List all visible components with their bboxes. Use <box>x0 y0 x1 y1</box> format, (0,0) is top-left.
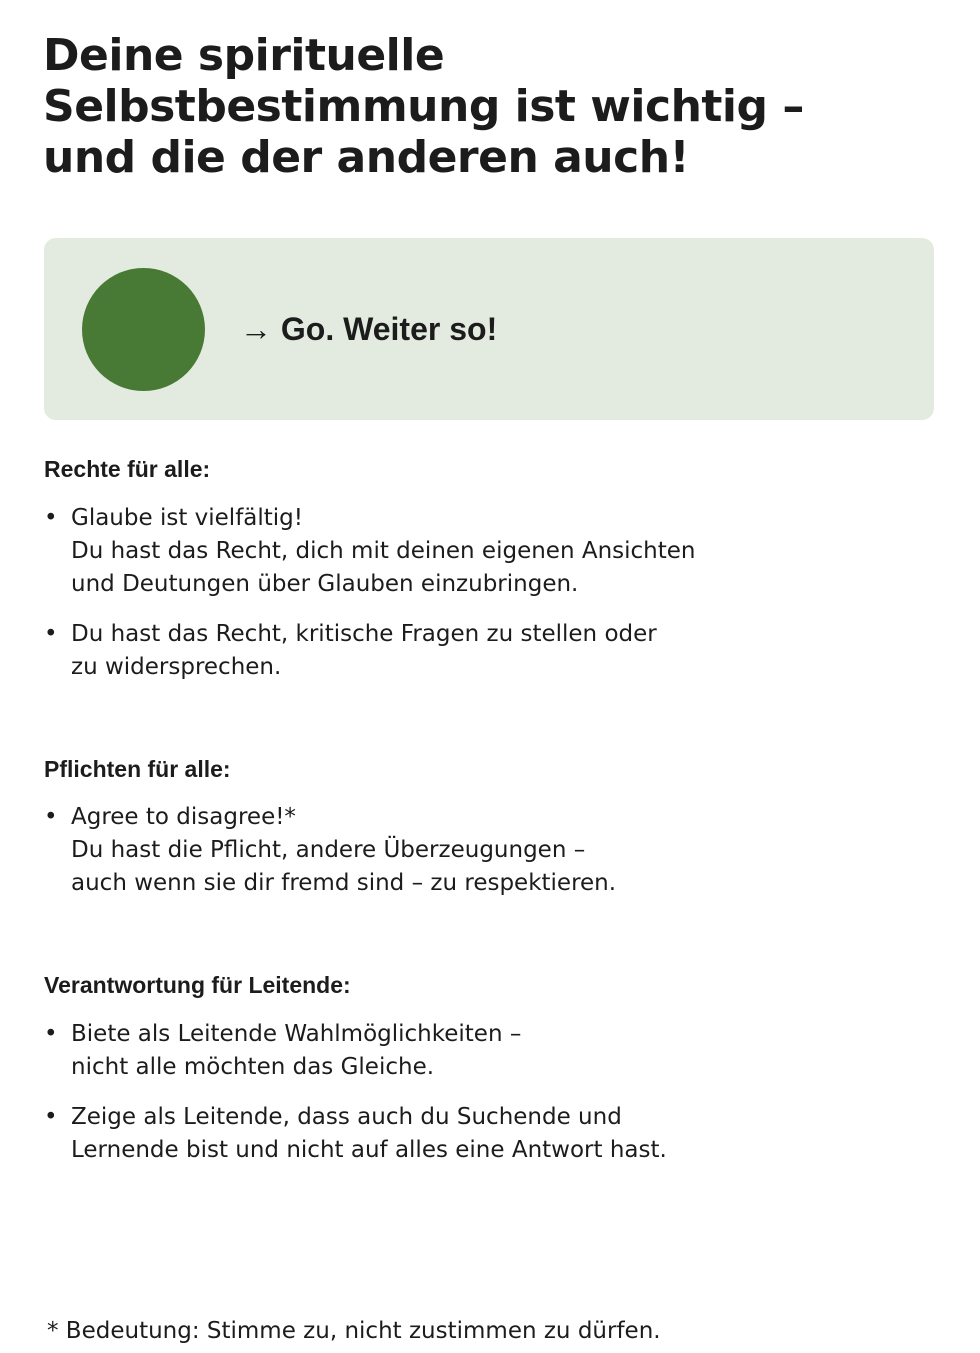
list-item-line: zu widersprechen. <box>71 654 282 680</box>
bullet-icon: • <box>44 1104 58 1130</box>
rechte-list <box>44 502 904 684</box>
list-item <box>44 618 904 684</box>
list-item <box>44 801 904 900</box>
page-title-line: Selbstbestimmung ist wichtig – <box>43 81 804 132</box>
list-item-line: und Deutungen über Glauben einzubringen. <box>71 571 579 597</box>
list-item <box>44 1018 904 1084</box>
list-item-line: Zeige als Leitende, dass auch du Suchende und <box>71 1104 622 1130</box>
bullet-icon: • <box>44 505 58 531</box>
page-title-line: und die der anderen auch! <box>43 132 690 183</box>
list-item-line: auch wenn sie dir fremd sind – zu respektieren. <box>71 870 617 896</box>
section-heading-rechte: Rechte für alle: <box>44 456 211 482</box>
page-title-line: Deine spirituelle <box>43 30 445 81</box>
list-item <box>44 1101 904 1167</box>
list-item-line: Du hast die Pflicht, andere Überzeugungen – <box>71 837 586 863</box>
list-item-line: Du hast das Recht, kritische Fragen zu stellen oder <box>71 621 657 647</box>
bullet-icon: • <box>44 621 58 647</box>
status-card <box>44 238 934 420</box>
verantwortung-list <box>44 1018 904 1167</box>
list-item-line: Lernende bist und nicht auf alles eine Antwort hast. <box>71 1137 667 1163</box>
status-indicator-dot <box>82 268 205 391</box>
list-item-line: nicht alle möchten das Gleiche. <box>71 1054 435 1080</box>
bullet-icon: • <box>44 804 58 830</box>
section-heading-pflichten: Pflichten für alle: <box>44 756 231 782</box>
list-item-line: Du hast das Recht, dich mit deinen eigenen Ansichten <box>71 538 696 564</box>
list-item-line: Agree to disagree!* <box>71 804 296 830</box>
list-item <box>44 502 904 601</box>
list-item-line: Biete als Leitende Wahlmöglichkeiten – <box>71 1021 522 1047</box>
footnote: * Bedeutung: Stimme zu, nicht zustimmen zu dürfen. <box>47 1318 661 1344</box>
section-heading-verantwortung: Verantwortung für Leitende: <box>44 972 351 998</box>
bullet-icon: • <box>44 1021 58 1047</box>
pflichten-list <box>44 801 904 900</box>
page-title <box>43 30 923 183</box>
list-item-line: Glaube ist vielfältig! <box>71 505 303 531</box>
status-message: → Go. Weiter so! <box>240 311 498 347</box>
